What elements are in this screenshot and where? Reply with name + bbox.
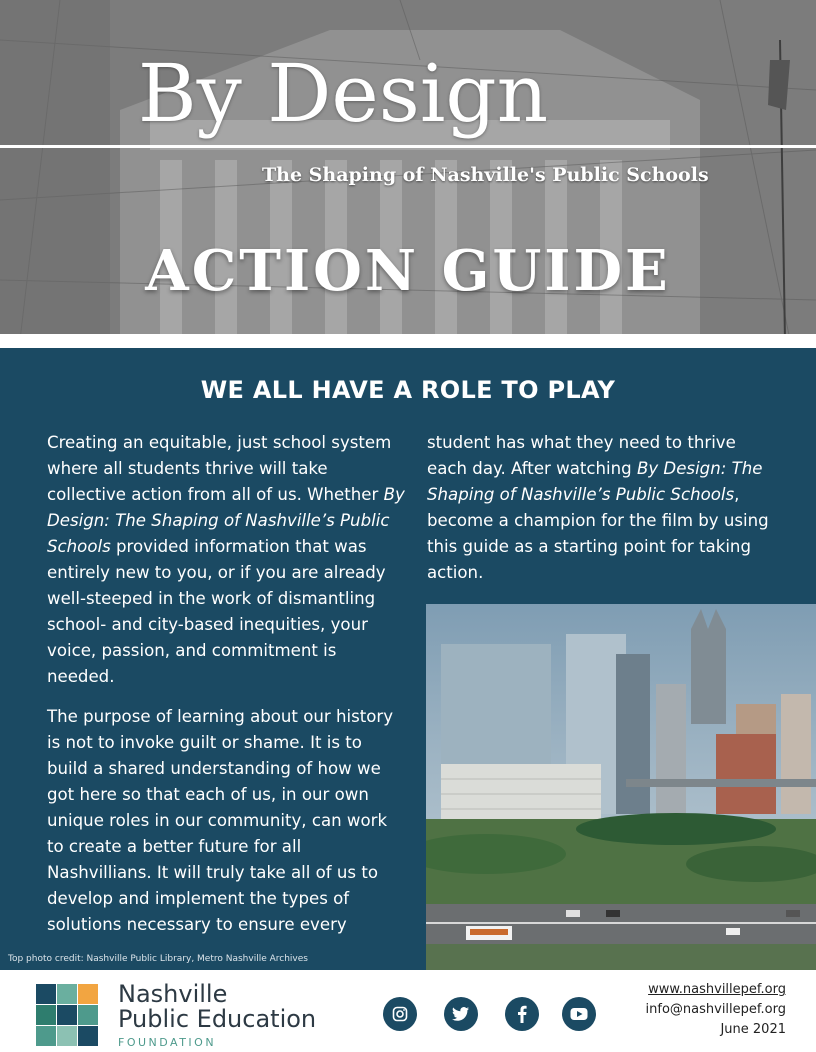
instagram-icon[interactable] [383, 997, 417, 1031]
youtube-icon[interactable] [562, 997, 596, 1031]
hero-bottom-border [0, 334, 816, 340]
npef-logo-icon [36, 984, 98, 1046]
text-span: provided information that was entirely new to you, or if you are already well-steeped in the work of dismantling school- and city-based inequities, your voice, passion, and commitment is needed. [47, 537, 386, 686]
right-paragraph-1 [427, 430, 779, 586]
hero-divider [0, 145, 816, 148]
email-address[interactable]: info@nashvillepef.org [645, 1002, 786, 1017]
publication-date: June 2021 [720, 1022, 786, 1037]
footer [0, 970, 816, 1052]
right-column [427, 430, 779, 600]
left-paragraph-1 [47, 430, 407, 690]
facebook-icon[interactable] [505, 997, 539, 1031]
action-guide-title: ACTION GUIDE [145, 238, 671, 304]
nashville-skyline-photo [426, 604, 816, 970]
role-section [0, 348, 816, 970]
hero-title: By Design [137, 47, 549, 140]
section-heading: WE ALL HAVE A ROLE TO PLAY [200, 376, 616, 404]
left-paragraph-2: The purpose of learning about our history is not to invoke guilt or shame. It is to build a shared understanding of how we got here so that each of us, in our own unique roles in our community, can work to create a better future for all Nashvillians. It will truly take all of us to develop and implement the types of solutions necessary to ensure every [47, 707, 394, 934]
hero-subtitle: The Shaping of Nashville's Public Schools [262, 164, 709, 186]
organization-name [118, 982, 316, 1032]
org-line-2: Public Education [118, 1005, 317, 1033]
left-column [47, 430, 407, 952]
hero-banner [0, 0, 816, 340]
text-span: , become a champion for the film by using this guide as a starting point for taking action. [427, 485, 769, 582]
twitter-icon[interactable] [444, 997, 478, 1031]
website-link[interactable]: www.nashvillepef.org [648, 982, 786, 997]
film-title-italic: By Design: The Shaping of Nashville’s Public Schools [427, 459, 763, 504]
org-line-1: Nashville [118, 980, 228, 1008]
text-span: Creating an equitable, just school system where all students thrive will take collective action from all of us. Whether [47, 433, 392, 504]
contact-info [646, 980, 786, 1040]
photo-credit: Top photo credit: Nashville Public Library, Metro Nashville Archives [8, 954, 308, 964]
text-span: student has what they need to thrive each day. After watching [427, 433, 736, 478]
organization-subtitle: FOUNDATION [118, 1036, 217, 1049]
film-title-italic: By Design: The Shaping of Nashville’s Public Schools [47, 485, 405, 556]
